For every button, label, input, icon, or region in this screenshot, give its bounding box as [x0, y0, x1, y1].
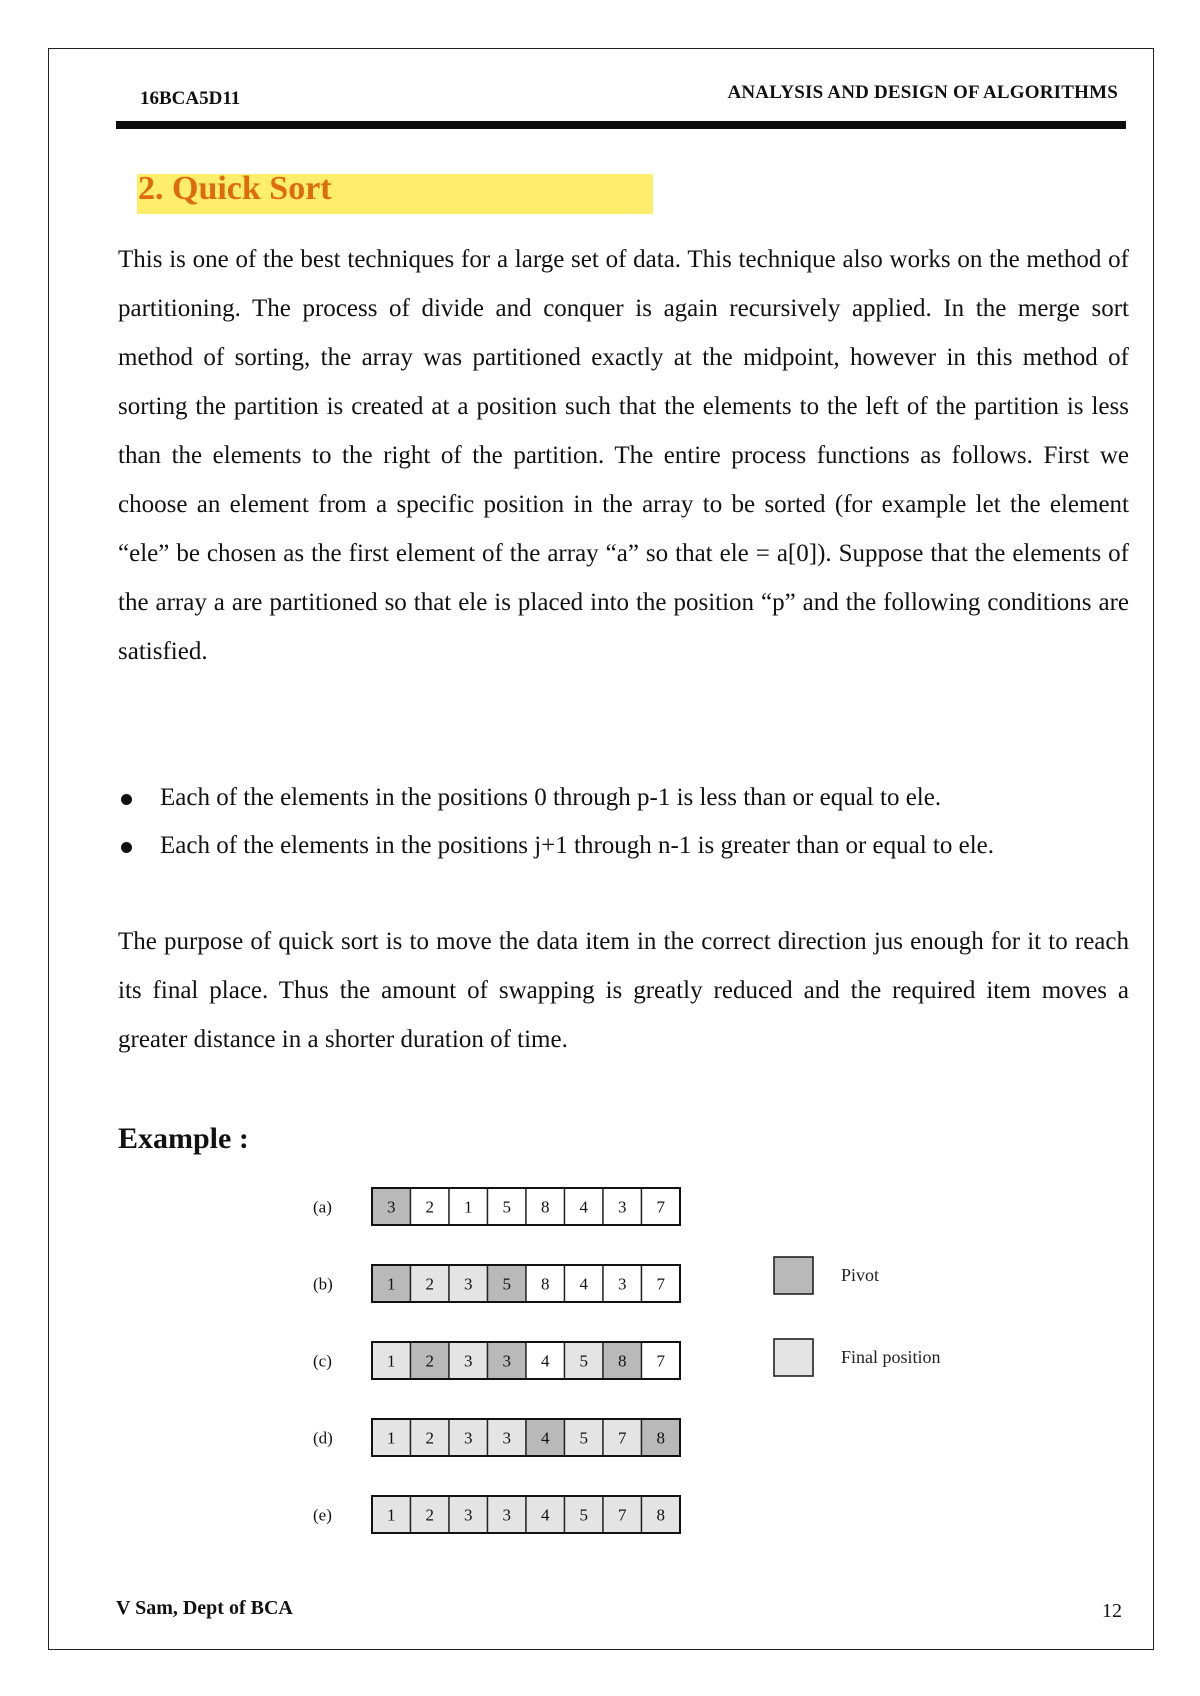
row-label: (a): [313, 1197, 332, 1217]
legend-label: Final position: [841, 1347, 941, 1367]
cell-value: 3: [464, 1351, 473, 1371]
purpose-paragraph: The purpose of quick sort is to move the data item in the correct direction jus enough for it to reach its final place. Thus the amount of swapping is greatly reduced and the required item moves a greater distance in a shorter duration of time.: [118, 928, 1129, 1053]
cell-value: 2: [425, 1505, 434, 1525]
footer-author: V Sam, Dept of BCA: [116, 1597, 293, 1619]
course-code: 16BCA5D11: [140, 88, 241, 109]
cell-value: 1: [387, 1505, 396, 1525]
cell-value: 7: [656, 1197, 665, 1217]
cell-value: 3: [464, 1274, 473, 1294]
cell-value: 3: [387, 1197, 396, 1217]
cell-value: 2: [425, 1274, 434, 1294]
cell-value: 5: [579, 1351, 588, 1371]
cell-value: 7: [656, 1274, 665, 1294]
cell-value: 4: [541, 1428, 550, 1448]
cell-value: 3: [502, 1505, 511, 1525]
cell-value: 5: [579, 1428, 588, 1448]
cell-value: 8: [541, 1274, 550, 1294]
cell-value: 7: [618, 1428, 627, 1448]
cell-value: 5: [502, 1274, 511, 1294]
cell-value: 1: [387, 1274, 396, 1294]
cell-value: 5: [579, 1505, 588, 1525]
cell-value: 8: [618, 1351, 627, 1371]
cell-value: 3: [502, 1428, 511, 1448]
row-label: (d): [313, 1428, 333, 1448]
cell-value: 8: [656, 1428, 665, 1448]
cell-value: 3: [618, 1197, 627, 1217]
cell-value: 5: [502, 1197, 511, 1217]
page-number: 12: [1102, 1600, 1122, 1622]
cell-value: 7: [618, 1505, 627, 1525]
legend-swatch: [774, 1257, 813, 1294]
cell-value: 2: [425, 1197, 434, 1217]
course-title: ANALYSIS AND DESIGN OF ALGORITHMS: [727, 82, 1118, 103]
cell-value: 8: [541, 1197, 550, 1217]
cell-value: 4: [579, 1274, 588, 1294]
cell-value: 4: [541, 1351, 550, 1371]
row-label: (b): [313, 1274, 333, 1294]
cell-value: 8: [656, 1505, 665, 1525]
cell-value: 1: [387, 1428, 396, 1448]
cell-value: 3: [464, 1505, 473, 1525]
cell-value: 3: [502, 1351, 511, 1371]
legend-label: Pivot: [841, 1265, 880, 1285]
cell-value: 1: [387, 1351, 396, 1371]
list-item-text: Each of the elements in the positions 0 through p-1 is less than or equal to ele.: [160, 784, 942, 811]
cell-value: 3: [464, 1428, 473, 1448]
cell-value: 3: [618, 1274, 627, 1294]
cell-value: 7: [656, 1351, 665, 1371]
section-title: 2. Quick Sort: [138, 170, 332, 207]
list-item-text: Each of the elements in the positions j+1 through n-1 is greater than or equal to ele.: [160, 832, 995, 859]
cell-value: 4: [579, 1197, 588, 1217]
cell-value: 1: [464, 1197, 473, 1217]
row-label: (c): [313, 1351, 332, 1371]
legend-swatch: [774, 1339, 813, 1376]
row-label: (e): [313, 1505, 332, 1525]
cell-value: 2: [425, 1428, 434, 1448]
intro-paragraph: This is one of the best techniques for a large set of data. This technique also works on the method of partitioning. The process of divide and conquer is again recursively applied. In the merge sort method of sorting, the array was partitioned exactly at the midpoint, however in this method of sorting the partition is created at a position such that the elements to the left of the partition is less than the elements to the right of the partition. The entire process functions as follows. First we choose an element from a specific position in the array to be sorted (for example let the element “ele” be chosen as the first element of the array “a” so that ele = a[0]). Suppose that the elements of the array a are partitioned so that ele is placed into the position “p” and the following conditions are satisfied.: [118, 246, 1129, 665]
cell-value: 4: [541, 1505, 550, 1525]
cell-value: 2: [425, 1351, 434, 1371]
example-heading: Example :: [118, 1122, 249, 1155]
